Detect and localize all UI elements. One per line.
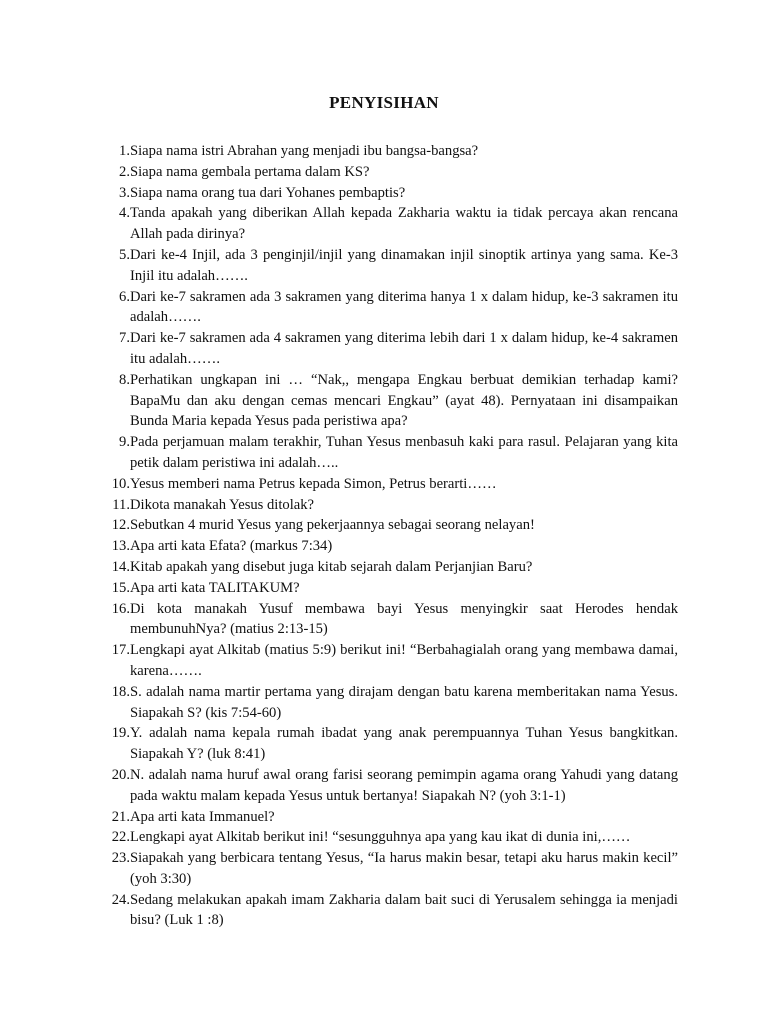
question-list [92, 141, 678, 931]
question-number: 3. [119, 184, 130, 201]
question-text: Apa arti kata TALITAKUM? [130, 579, 300, 596]
question-item [92, 141, 678, 162]
question-text: Lengkapi ayat Alkitab berikut ini! “sesungguhnya apa yang kau ikat di dunia ini,…… [130, 829, 631, 846]
question-item [92, 640, 678, 682]
question-item [92, 432, 678, 474]
question-text: Lengkapi ayat Alkitab (matius 5:9) berikut ini! “Berbahagialah orang yang membawa damai, karena……. [130, 642, 678, 679]
question-number: 9. [119, 434, 130, 451]
question-number: 7. [119, 330, 130, 347]
question-item [92, 328, 678, 370]
question-number: 23. [111, 850, 130, 867]
question-text: Apa arti kata Efata? (markus 7:34) [130, 538, 333, 555]
question-item [92, 536, 678, 557]
question-text: Dari ke-7 sakramen ada 4 sakramen yang diterima lebih dari 1 x dalam hidup, ke-4 sakramen itu adalah……. [130, 330, 678, 367]
page-title: PENYISIHAN [329, 93, 439, 112]
question-number: 15. [111, 579, 130, 596]
question-item [92, 495, 678, 516]
question-text: Apa arti kata Immanuel? [130, 808, 275, 825]
question-number: 22. [111, 829, 130, 846]
question-item [92, 765, 678, 807]
question-item [92, 807, 678, 828]
question-item [92, 245, 678, 287]
question-number: 5. [119, 246, 130, 263]
question-number: 21. [111, 808, 130, 825]
question-number: 20. [111, 766, 130, 783]
question-item [92, 723, 678, 765]
question-number: 24. [111, 891, 130, 908]
question-number: 8. [119, 371, 130, 388]
question-number: 12. [111, 517, 130, 534]
question-item [92, 515, 678, 536]
question-text: Sedang melakukan apakah imam Zakharia dalam bait suci di Yerusalem sehingga ia menjadi bisu? (Luk 1 :8) [130, 891, 678, 929]
question-number: 17. [111, 642, 130, 659]
question-number: 19. [111, 725, 130, 742]
question-text: S. adalah nama martir pertama yang dirajam dengan batu karena memberitakan nama Yesus. Siapakah S? (kis 7:54-60) [130, 683, 678, 721]
question-number: 18. [111, 683, 130, 700]
question-text: N. adalah nama huruf awal orang farisi seorang pemimpin agama orang Yahudi yang datang pada waktu malam kepada Yesus untuk bertanya! Siapakah N? (yoh 3:1-1) [130, 766, 678, 804]
question-text: Pada perjamuan malam terakhir, Tuhan Yesus menbasuh kaki para rasul. Pelajaran yang kita petik dalam peristiwa ini adalah….. [130, 434, 678, 471]
question-text: Siapa nama gembala pertama dalam KS? [130, 163, 370, 180]
question-number: 16. [111, 600, 130, 617]
question-number: 2. [119, 163, 130, 180]
question-number: 6. [119, 288, 130, 305]
question-item [92, 474, 678, 495]
question-text: Yesus memberi nama Petrus kepada Simon, Petrus berarti…… [130, 475, 497, 492]
question-number: 4. [119, 205, 130, 222]
question-item [92, 557, 678, 578]
question-item [92, 578, 678, 599]
question-number: 11. [112, 496, 130, 513]
question-number: 14. [111, 558, 130, 575]
question-text: Sebutkan 4 murid Yesus yang pekerjaannya sebagai seorang nelayan! [130, 517, 535, 534]
question-text: Y. adalah nama kepala rumah ibadat yang anak perempuannya Tuhan Yesus bangkitkan. Siapakah Y? (luk 8:41) [130, 725, 678, 763]
question-item [92, 183, 678, 204]
question-item [92, 287, 678, 329]
question-item [92, 682, 678, 724]
question-text: Di kota manakah Yusuf membawa bayi Yesus menyingkir saat Herodes hendak membunuhNya? (matius 2:13-15) [130, 600, 678, 638]
question-item [92, 370, 678, 432]
question-item [92, 890, 678, 932]
question-item [92, 848, 678, 890]
question-item [92, 599, 678, 641]
question-text: Dari ke-7 sakramen ada 3 sakramen yang diterima hanya 1 x dalam hidup, ke-3 sakramen itu adalah……. [130, 288, 678, 326]
question-number: 10. [111, 475, 130, 492]
question-text: Kitab apakah yang disebut juga kitab sejarah dalam Perjanjian Baru? [130, 558, 533, 575]
question-text: Dari ke-4 Injil, ada 3 penginjil/injil yang dinamakan injil sinoptik artinya yang sama. Ke-3 Injil itu adalah……. [130, 246, 678, 284]
question-item [92, 162, 678, 183]
question-text: Siapa nama istri Abrahan yang menjadi ibu bangsa-bangsa? [130, 143, 479, 159]
question-number: 13. [111, 538, 130, 555]
question-text: Dikota manakah Yesus ditolak? [130, 496, 315, 513]
question-number: 1. [119, 143, 130, 159]
question-text: Tanda apakah yang diberikan Allah kepada Zakharia waktu ia tidak percaya akan rencana Allah pada dirinya? [130, 205, 678, 243]
question-item [92, 827, 678, 848]
question-item [92, 203, 678, 245]
question-text: Siapa nama orang tua dari Yohanes pembaptis? [130, 184, 406, 201]
question-text: Perhatikan ungkapan ini … “Nak,, mengapa Engkau berbuat demikian terhadap kami? BapaMu dan aku dengan cemas mencari Engkau” (ayat 48). Pernyataan ini disampaikan Bunda Maria kepada Yesus pada peristiwa apa? [130, 371, 678, 430]
question-text: Siapakah yang berbicara tentang Yesus, “Ia harus makin besar, tetapi aku harus makin kecil” (yoh 3:30) [130, 850, 678, 887]
